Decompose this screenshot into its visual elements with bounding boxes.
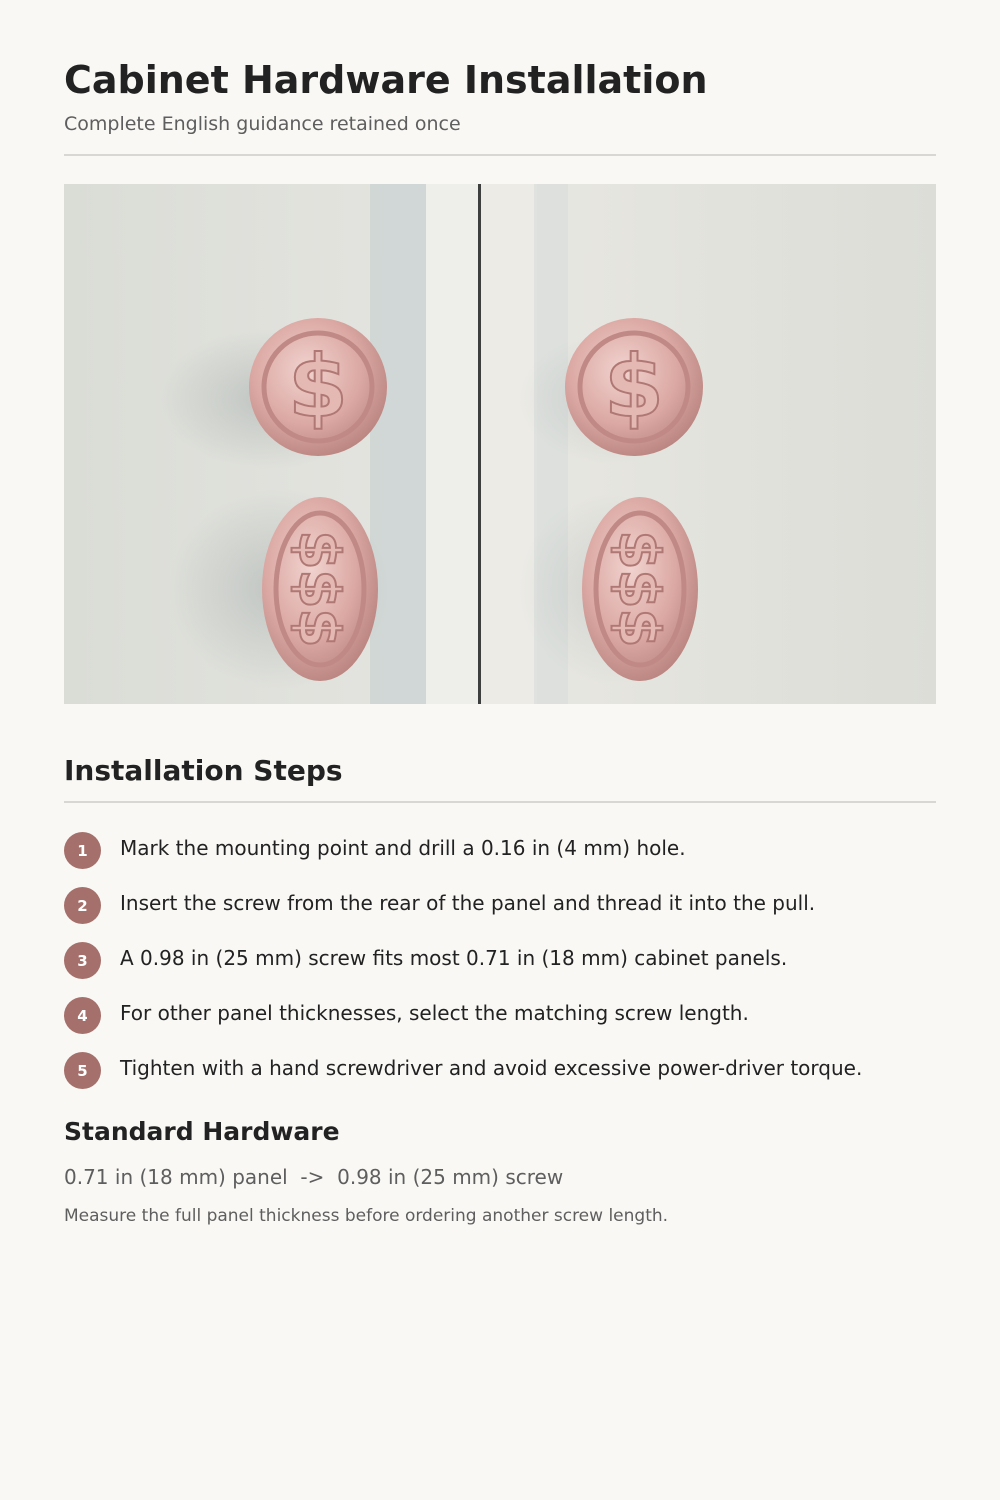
step-item — [64, 1050, 936, 1090]
svg-text:$: $ — [288, 337, 348, 437]
step-number-badge: 1 — [64, 832, 101, 869]
step-number-badge: 4 — [64, 997, 101, 1034]
step-number-badge: 5 — [64, 1052, 101, 1089]
svg-text:$$$: $$$ — [286, 530, 351, 648]
step-text: Insert the screw from the rear of the panel and thread it into the pull. — [120, 891, 816, 915]
hardware-note: Measure the full panel thickness before ordering another screw length. — [64, 1206, 669, 1226]
svg-text:$$$: $$$ — [606, 530, 671, 648]
page-title: Cabinet Hardware Installation — [64, 58, 708, 102]
step-number-badge: 2 — [64, 887, 101, 924]
hardware-spec: 0.71 in (18 mm) panel -> 0.98 in (25 mm) screw — [64, 1165, 564, 1189]
cabinet-pulls-photo — [64, 184, 936, 704]
page-subtitle: Complete English guidance retained once — [64, 113, 461, 135]
round-pull-left — [249, 318, 387, 456]
step-item — [64, 995, 936, 1035]
svg-text:$: $ — [604, 337, 664, 437]
header-divider — [64, 154, 936, 156]
step-text: A 0.98 in (25 mm) screw fits most 0.71 in (18 mm) cabinet panels. — [120, 946, 788, 970]
step-text: For other panel thicknesses, select the matching screw length. — [120, 1001, 749, 1025]
step-text: Tighten with a hand screwdriver and avoid excessive power-driver torque. — [120, 1056, 863, 1080]
step-number-badge: 3 — [64, 942, 101, 979]
section-divider — [64, 801, 936, 803]
step-text: Mark the mounting point and drill a 0.16 in (4 mm) hole. — [120, 836, 686, 860]
oval-pull-left — [262, 497, 378, 681]
round-pull-right — [565, 318, 703, 456]
installation-steps-title: Installation Steps — [64, 754, 343, 787]
step-item — [64, 885, 936, 925]
step-item — [64, 940, 936, 980]
step-item — [64, 830, 936, 870]
oval-pull-right — [582, 497, 698, 681]
standard-hardware-title: Standard Hardware — [64, 1117, 340, 1146]
